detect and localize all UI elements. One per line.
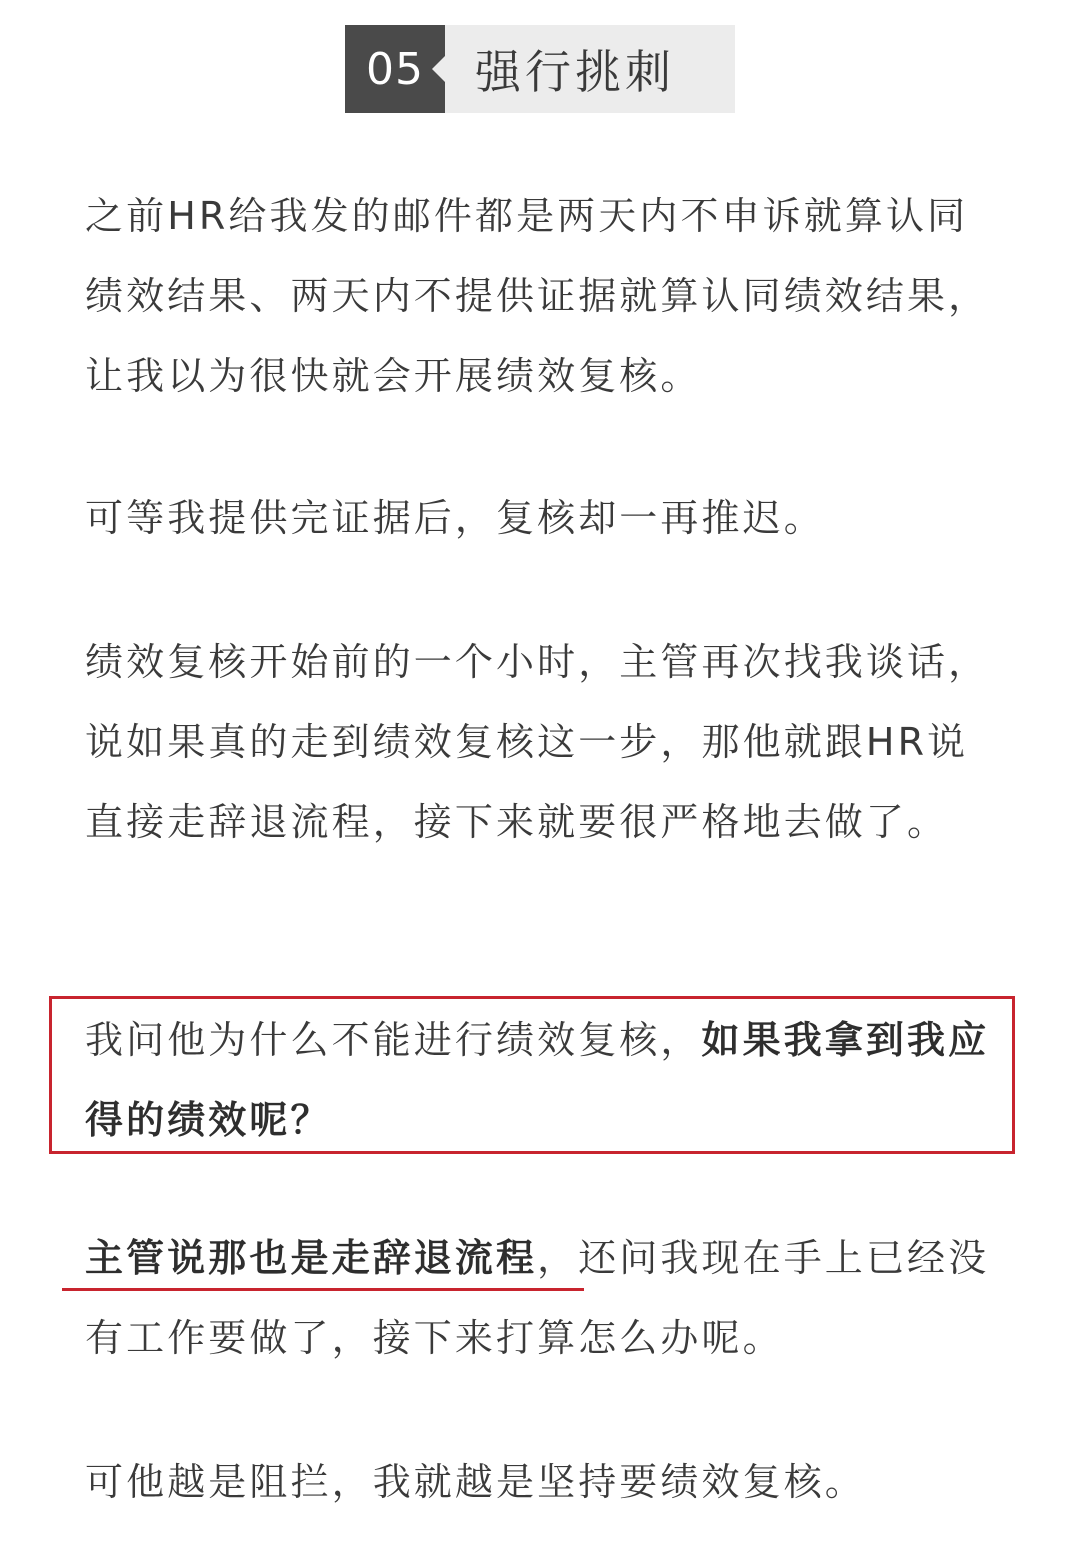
paragraph-5-bold: 主管说那也是走辞退流程 [85,1236,538,1280]
paragraph-2: 可等我提供完证据后，复核却一再推迟。 [85,496,825,540]
paragraph-4 [85,1000,997,1160]
paragraph-3: 绩效复核开始前的一个小时，主管再次找我谈话，说如果真的走到绩效复核这一步，那他就跟HR说直接走辞退流程，接下来就要很严格地去做了。 [85,640,990,844]
section-header [345,25,735,113]
section-number [345,25,445,113]
paragraph-6: 可他越是阻拦，我就越是坚持要绩效复核。 [85,1460,866,1504]
section-title: 强行挑刺 [445,25,735,113]
arrow-left-icon [432,55,446,83]
paragraph-5-normal: ，还问我现在手上已经没有工作要做了，接下来打算怎么办呢。 [85,1236,990,1360]
paragraph-4-normal: 我问他为什么不能进行绩效复核， [85,1018,702,1062]
emphasis-underline [62,1288,584,1291]
paragraph-5 [85,1218,997,1378]
section-number-text: 05 [366,43,424,95]
paragraph-4-bold: 如果我拿到我应得的绩效呢？ [85,1018,990,1142]
paragraph-1: 之前HR给我发的邮件都是两天内不申诉就算认同绩效结果、两天内不提供证据就算认同绩效结果，让我以为很快就会开展绩效复核。 [85,194,990,398]
